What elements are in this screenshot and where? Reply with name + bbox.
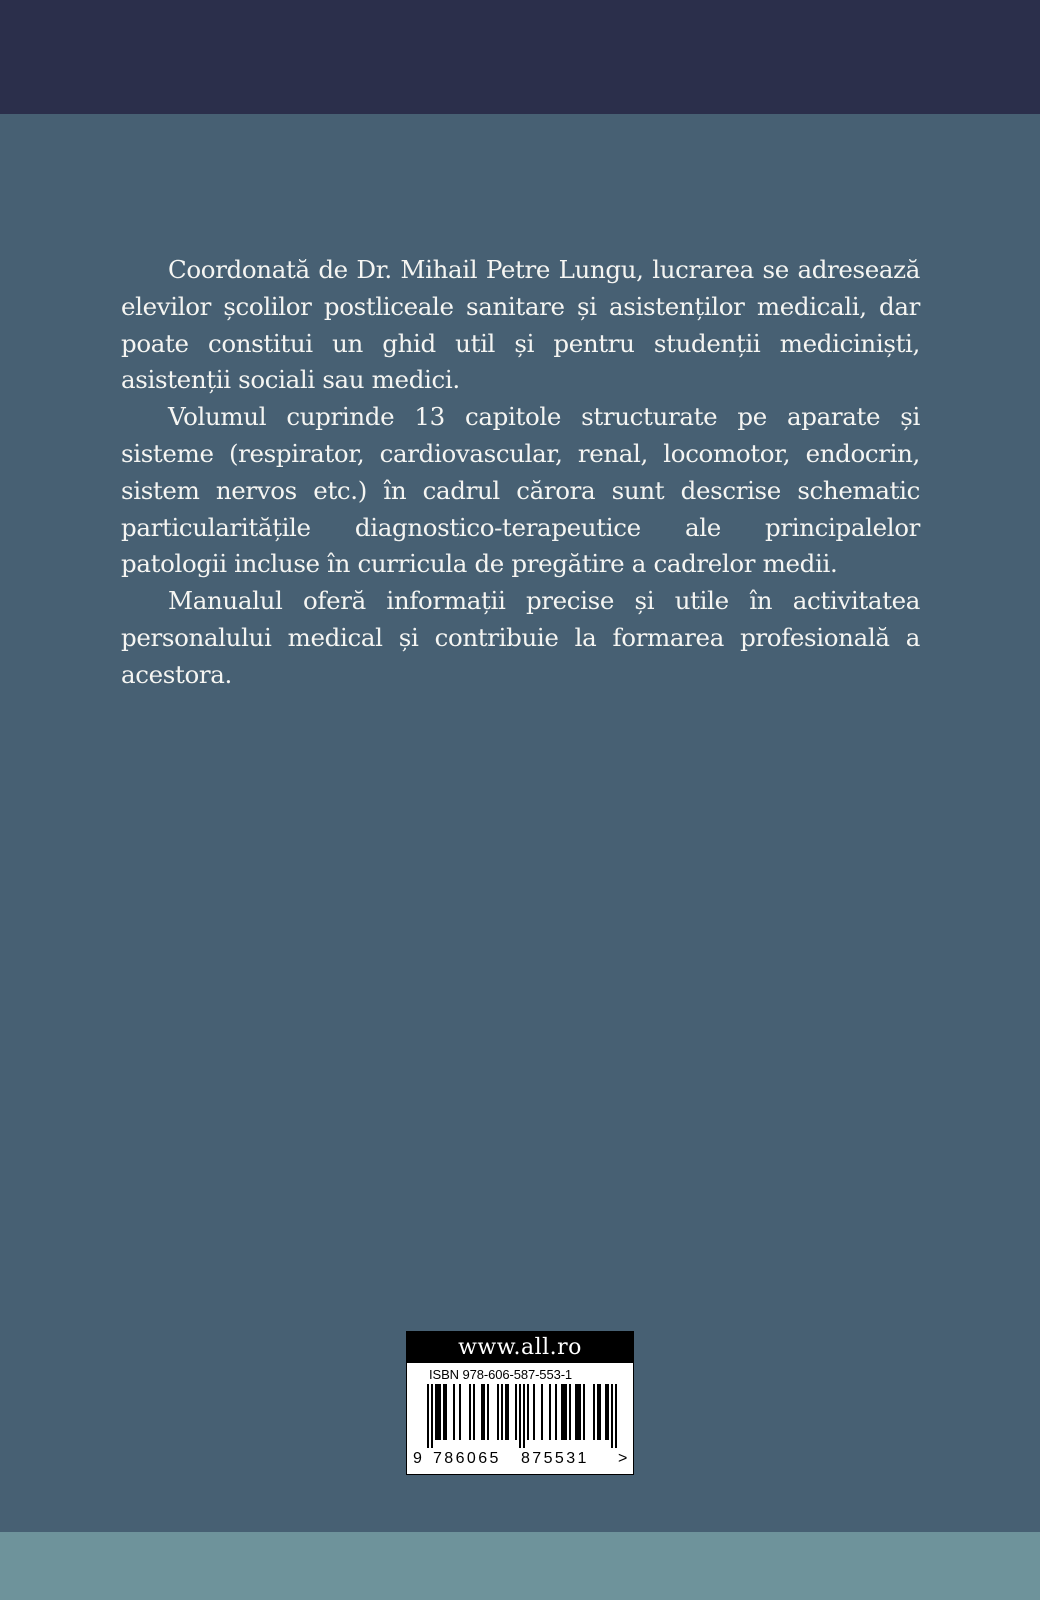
barcode-bar [597, 1384, 601, 1440]
blurb-paragraph-3: Manualul oferă informații precise și utile în activitatea personalului medical și contribuie la formarea profesională a acestora. [121, 586, 920, 689]
barcode-bar [435, 1384, 441, 1440]
barcode-bar [575, 1384, 581, 1440]
barcode-digits-left: 786065 [433, 1450, 501, 1467]
barcode-bar [593, 1384, 595, 1440]
barcode-bar [427, 1384, 429, 1448]
barcode-arrow: > [618, 1450, 628, 1467]
barcode-bar [487, 1384, 489, 1440]
top-band [0, 0, 1040, 114]
barcode-label [406, 1331, 634, 1475]
barcode-bar [541, 1384, 543, 1440]
barcode-bar [443, 1384, 447, 1440]
barcode-bar [515, 1384, 517, 1440]
barcode-bar [523, 1384, 525, 1448]
barcode-bar [469, 1384, 471, 1440]
publisher-url: www.all.ro [407, 1332, 633, 1363]
isbn-text: ISBN 978-606-587-553-1 [429, 1367, 573, 1382]
barcode-bar [505, 1384, 509, 1440]
barcode-bar [549, 1384, 551, 1440]
barcode-bar [605, 1384, 609, 1440]
barcode-bar [533, 1384, 535, 1440]
barcode-bar [473, 1384, 475, 1440]
barcode-bar [481, 1384, 485, 1440]
barcode-bar [453, 1384, 455, 1440]
blurb-paragraph-1: Coordonată de Dr. Mihail Petre Lungu, lucrarea se adresează elevilor școlilor postliceale sanitare și asistenților medicali, dar poate constitui un ghid util și pentru studenții mediciniști, asistenții sociali sau medici. [121, 255, 920, 395]
barcode-digit-first: 9 [413, 1450, 422, 1467]
barcode-bar [561, 1384, 567, 1440]
barcode-bar [459, 1384, 461, 1440]
barcode-bars [415, 1384, 627, 1448]
barcode-digits-right: 875531 [521, 1450, 589, 1467]
barcode-bar [615, 1384, 617, 1448]
barcode-bar [583, 1384, 585, 1440]
barcode-bar [611, 1384, 613, 1448]
barcode-bar [497, 1384, 499, 1440]
cover-blurb [121, 252, 920, 694]
bottom-band [0, 1532, 1040, 1600]
barcode-bar [519, 1384, 521, 1448]
barcode-bar [501, 1384, 503, 1440]
barcode-bar [569, 1384, 571, 1440]
blurb-paragraph-2: Volumul cuprinde 13 capitole structurate pe aparate și sisteme (respirator, cardiovascular, renal, locomotor, endocrin, sistem nervos etc.) în cadrul cărora sunt descrise schematic particularitățile diagnostico-terapeutice ale principalelor patologii incluse în curricula de pregătire a cadrelor medii. [121, 402, 920, 579]
barcode-bar [527, 1384, 529, 1440]
barcode-bar [555, 1384, 557, 1440]
barcode-bar [431, 1384, 433, 1448]
